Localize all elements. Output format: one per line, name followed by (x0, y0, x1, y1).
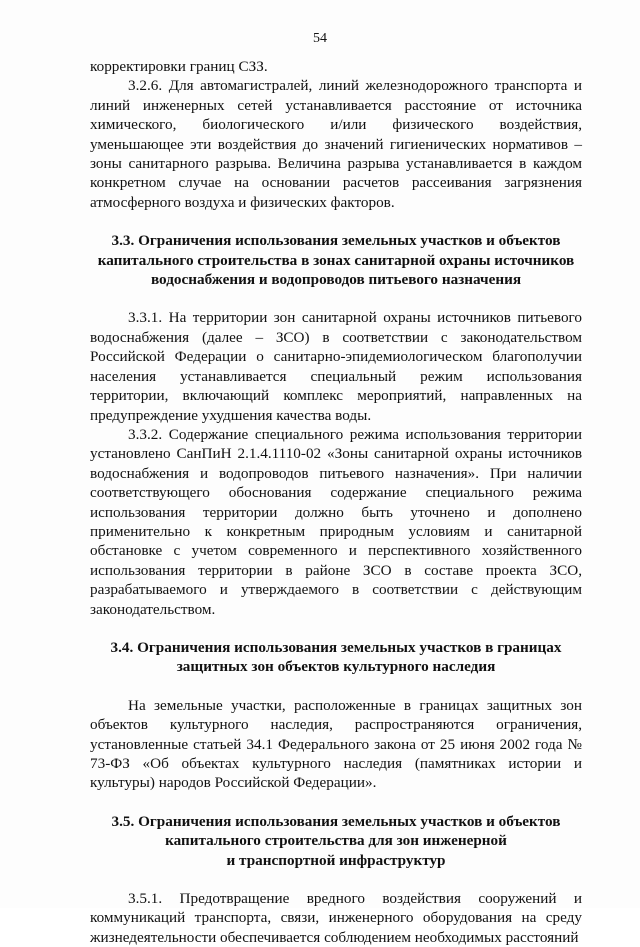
heading-3-5-line: 3.5. Ограничения использования земельных участков и объектов (111, 812, 561, 830)
heading-3-5-line: и транспортной инфраструктур (226, 851, 446, 869)
paragraph-3-4: На земельные участки, расположенные в границах защитных зон объектов культурного наследия, распространяются ограничения, установленные статьей 34.1 Федерального закона от 25 июня 2002 года № 73-ФЗ «Об объектах культурного наследия (памятниках истории и культуры) народов Российской Федерации». (90, 696, 582, 792)
heading-3-4-line: 3.4. Ограничения использования земельных участков в границах (110, 638, 562, 656)
page-number: 54 (313, 31, 327, 46)
paragraph-3-2-6: 3.2.6. Для автомагистралей, линий железнодорожного транспорта и линий инженерных сетей устанавливается расстояние от источника химического, биологического и/или физического воздействия, уменьшающее эти воздействия до значений гигиенических нормативов – зоны санитарного разрыва. Величина разрыва устанавливается в каждом конкретном случае на основании расчетов рассеивания загрязнения атмосферного воздуха и физических факторов. (90, 77, 582, 211)
heading-3-5-line: капитального строительства для зон инженерной (165, 832, 507, 850)
heading-3-3-line: водоснабжения и водопроводов питьевого назначения (150, 271, 522, 289)
page-content (90, 57, 582, 947)
heading-3-3-line: капитального строительства в зонах санитарной охраны источников (97, 251, 575, 269)
heading-3-5 (90, 812, 582, 870)
paragraph-intro: корректировки границ СЗЗ. (90, 58, 268, 75)
heading-3-4 (90, 638, 582, 677)
heading-3-4-line: защитных зон объектов культурного наследия (176, 658, 496, 676)
heading-3-3-line: 3.3. Ограничения использования земельных участков и объектов (111, 232, 561, 250)
heading-3-3 (90, 231, 582, 289)
paragraph-3-3-2: 3.3.2. Содержание специального режима использования территории установлено СанПиН 2.1.4.1110-02 «Зоны санитарной охраны источников водоснабжения и водопроводов питьевого назначения». При наличии соответствующего обоснования содержание специального режима использования территории должно быть уточнено и дополнено применительно к конкретным природным условиям и санитарной обстановке с учетом современного и перспективного хозяйственного использования территории в районе ЗСО в составе проекта ЗСО, разрабатываемого и утверждаемого в соответствии с действующим законодательством. (90, 425, 582, 618)
paragraph-3-5-1: 3.5.1. Предотвращение вредного воздействия сооружений и коммуникаций транспорта, связи, инженерного оборудования на среду жизнедеятельности обеспечивается соблюдением необходимых расстояний (90, 890, 582, 946)
paragraph-3-3-1: 3.3.1. На территории зон санитарной охраны источников питьевого водоснабжения (далее – ЗСО) в соответствии с законодательством Российской Федерации о санитарно-эпидемиологическом благополучии населения устанавливается специальный режим использования территории, включающий комплекс мероприятий, направленных на предупреждение ухудшения качества воды. (90, 309, 582, 424)
